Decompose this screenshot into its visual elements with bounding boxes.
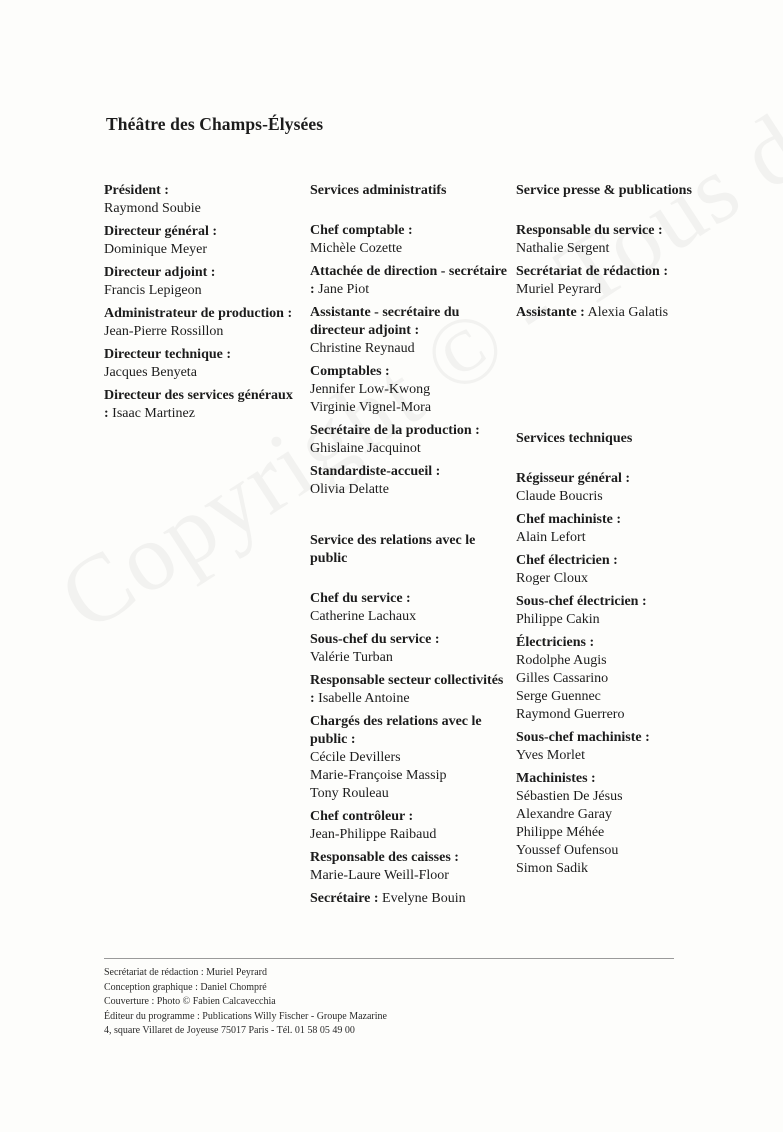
staff-role: Responsable du service : xyxy=(516,223,663,238)
footer-divider xyxy=(104,958,674,959)
page-title: Théâtre des Champs-Élysées xyxy=(106,114,324,134)
staff-name: Catherine Lachaux xyxy=(310,609,417,624)
staff-name: Olivia Delatte xyxy=(310,482,389,497)
staff-entry xyxy=(310,222,510,258)
staff-name: Raymond Guerrero xyxy=(516,707,625,722)
list-services-administratifs xyxy=(310,222,510,499)
staff-name: Dominique Meyer xyxy=(104,242,208,257)
staff-entry xyxy=(516,593,726,629)
staff-name: Virginie Vignel-Mora xyxy=(310,400,432,415)
list-services-techniques xyxy=(516,470,726,878)
staff-role: Directeur technique : xyxy=(104,347,232,362)
staff-role: Machinistes : xyxy=(516,771,596,786)
staff-role: Sous-chef machiniste : xyxy=(516,730,650,745)
staff-entry xyxy=(310,672,510,708)
staff-name: Rodolphe Augis xyxy=(516,653,607,668)
staff-role: Attachée de direction - secrétaire : xyxy=(310,264,507,297)
staff-name: Philippe Cakin xyxy=(516,612,600,627)
staff-entry xyxy=(310,713,510,803)
staff-role: Chargés des relations avec le public : xyxy=(310,714,482,747)
staff-entry xyxy=(104,182,294,218)
staff-role: Administrateur de production : xyxy=(104,306,293,321)
section-title-services-administratifs: Services administratifs xyxy=(310,183,447,198)
column-presse-technique xyxy=(516,182,726,883)
staff-name: Francis Lepigeon xyxy=(104,283,202,298)
staff-entry xyxy=(104,346,294,382)
staff-role: Chef électricien : xyxy=(516,553,618,568)
staff-role: Responsable secteur collectivités : xyxy=(310,673,504,706)
staff-entry xyxy=(310,263,510,299)
staff-name: Roger Cloux xyxy=(516,571,588,586)
staff-entry xyxy=(310,363,510,417)
staff-role: Électriciens : xyxy=(516,635,595,650)
staff-entry xyxy=(516,222,726,258)
staff-name: Ghislaine Jacquinot xyxy=(310,441,421,456)
staff-role: Directeur adjoint : xyxy=(104,265,216,280)
staff-role: Assistante - secrétaire du directeur adjoint : xyxy=(310,305,460,338)
staff-role: Comptables : xyxy=(310,364,390,379)
staff-entry xyxy=(516,634,726,724)
staff-name: Jean-Philippe Raibaud xyxy=(310,827,437,842)
staff-role: Chef comptable : xyxy=(310,223,413,238)
staff-name: Philippe Méhée xyxy=(516,825,605,840)
staff-entry xyxy=(104,387,294,423)
staff-role: Responsable des caisses : xyxy=(310,850,459,865)
staff-name: Jennifer Low-Kwong xyxy=(310,382,431,397)
staff-role: Secrétaire de la production : xyxy=(310,423,480,438)
staff-entry xyxy=(104,305,294,341)
staff-role: Régisseur général : xyxy=(516,471,631,486)
staff-role: Assistante : xyxy=(516,305,585,320)
staff-entry xyxy=(516,470,726,506)
section-title-presse-publications: Service presse & publications xyxy=(516,183,692,198)
staff-entry xyxy=(516,729,726,765)
staff-name: Isabelle Antoine xyxy=(318,691,410,706)
section-title-services-techniques: Services techniques xyxy=(516,431,633,446)
column-direction xyxy=(104,182,294,428)
section-title-relations-public: Service des relations avec le public xyxy=(310,533,476,566)
staff-name: Christine Reynaud xyxy=(310,341,415,356)
staff-name: Serge Guennec xyxy=(516,689,601,704)
staff-name: Marie-Laure Weill-Floor xyxy=(310,868,449,883)
footer-line: Éditeur du programme : Publications Willy Fischer - Groupe Mazarine xyxy=(104,1010,387,1022)
staff-name: Simon Sadik xyxy=(516,861,588,876)
staff-name: Raymond Soubie xyxy=(104,201,201,216)
staff-entry xyxy=(516,770,726,878)
staff-role: Chef machiniste : xyxy=(516,512,621,527)
staff-name: Muriel Peyrard xyxy=(516,282,602,297)
staff-role: Sous-chef du service : xyxy=(310,632,440,647)
staff-name: Nathalie Sergent xyxy=(516,241,610,256)
staff-entry xyxy=(516,511,726,547)
staff-entry xyxy=(310,463,510,499)
list-relations-public xyxy=(310,590,510,908)
column-administration xyxy=(310,182,510,913)
staff-role: Chef du service : xyxy=(310,591,411,606)
staff-name: Yves Morlet xyxy=(516,748,585,763)
staff-name: Alexandre Garay xyxy=(516,807,613,822)
staff-name: Valérie Turban xyxy=(310,650,393,665)
staff-name: Claude Boucris xyxy=(516,489,603,504)
staff-name: Jane Piot xyxy=(318,282,370,297)
staff-name: Cécile Devillers xyxy=(310,750,401,765)
staff-entry xyxy=(516,552,726,588)
staff-name: Youssef Oufensou xyxy=(516,843,619,858)
staff-role: Standardiste-accueil : xyxy=(310,464,441,479)
staff-name: Alexia Galatis xyxy=(587,305,669,320)
staff-name: Sébastien De Jésus xyxy=(516,789,623,804)
staff-entry xyxy=(310,422,510,458)
staff-entry xyxy=(104,223,294,259)
staff-entry xyxy=(310,890,510,908)
staff-name: Jean-Pierre Rossillon xyxy=(104,324,224,339)
staff-entry xyxy=(516,263,726,299)
footer-line: Conception graphique : Daniel Chompré xyxy=(104,981,267,993)
credits-footer xyxy=(104,966,387,1039)
staff-entry xyxy=(310,849,510,885)
staff-name: Tony Rouleau xyxy=(310,786,389,801)
footer-line: Secrétariat de rédaction : Muriel Peyrard xyxy=(104,967,267,978)
staff-role: Directeur général : xyxy=(104,224,217,239)
staff-name: Alain Lefort xyxy=(516,530,586,545)
staff-name: Evelyne Bouin xyxy=(382,891,466,906)
footer-line: 4, square Villaret de Joyeuse 75017 Paris - Tél. 01 58 05 49 00 xyxy=(104,1025,355,1036)
staff-role: Président : xyxy=(104,183,169,198)
staff-entry xyxy=(516,304,726,322)
staff-name: Michèle Cozette xyxy=(310,241,403,256)
staff-role: Sous-chef électricien : xyxy=(516,594,647,609)
staff-role: Chef contrôleur : xyxy=(310,809,414,824)
staff-entry xyxy=(310,631,510,667)
staff-entry xyxy=(310,590,510,626)
staff-role: Directeur des services généraux : xyxy=(104,388,293,421)
staff-name: Jacques Benyeta xyxy=(104,365,197,380)
staff-entry xyxy=(104,264,294,300)
staff-name: Isaac Martinez xyxy=(112,406,195,421)
footer-line: Couverture : Photo © Fabien Calcavecchia xyxy=(104,996,276,1007)
staff-name: Marie-Françoise Massip xyxy=(310,768,447,783)
staff-entry xyxy=(310,304,510,358)
list-presse-publications xyxy=(516,222,726,322)
staff-role: Secrétaire : xyxy=(310,891,379,906)
staff-role: Secrétariat de rédaction : xyxy=(516,264,668,279)
staff-entry xyxy=(310,808,510,844)
staff-name: Gilles Cassarino xyxy=(516,671,609,686)
